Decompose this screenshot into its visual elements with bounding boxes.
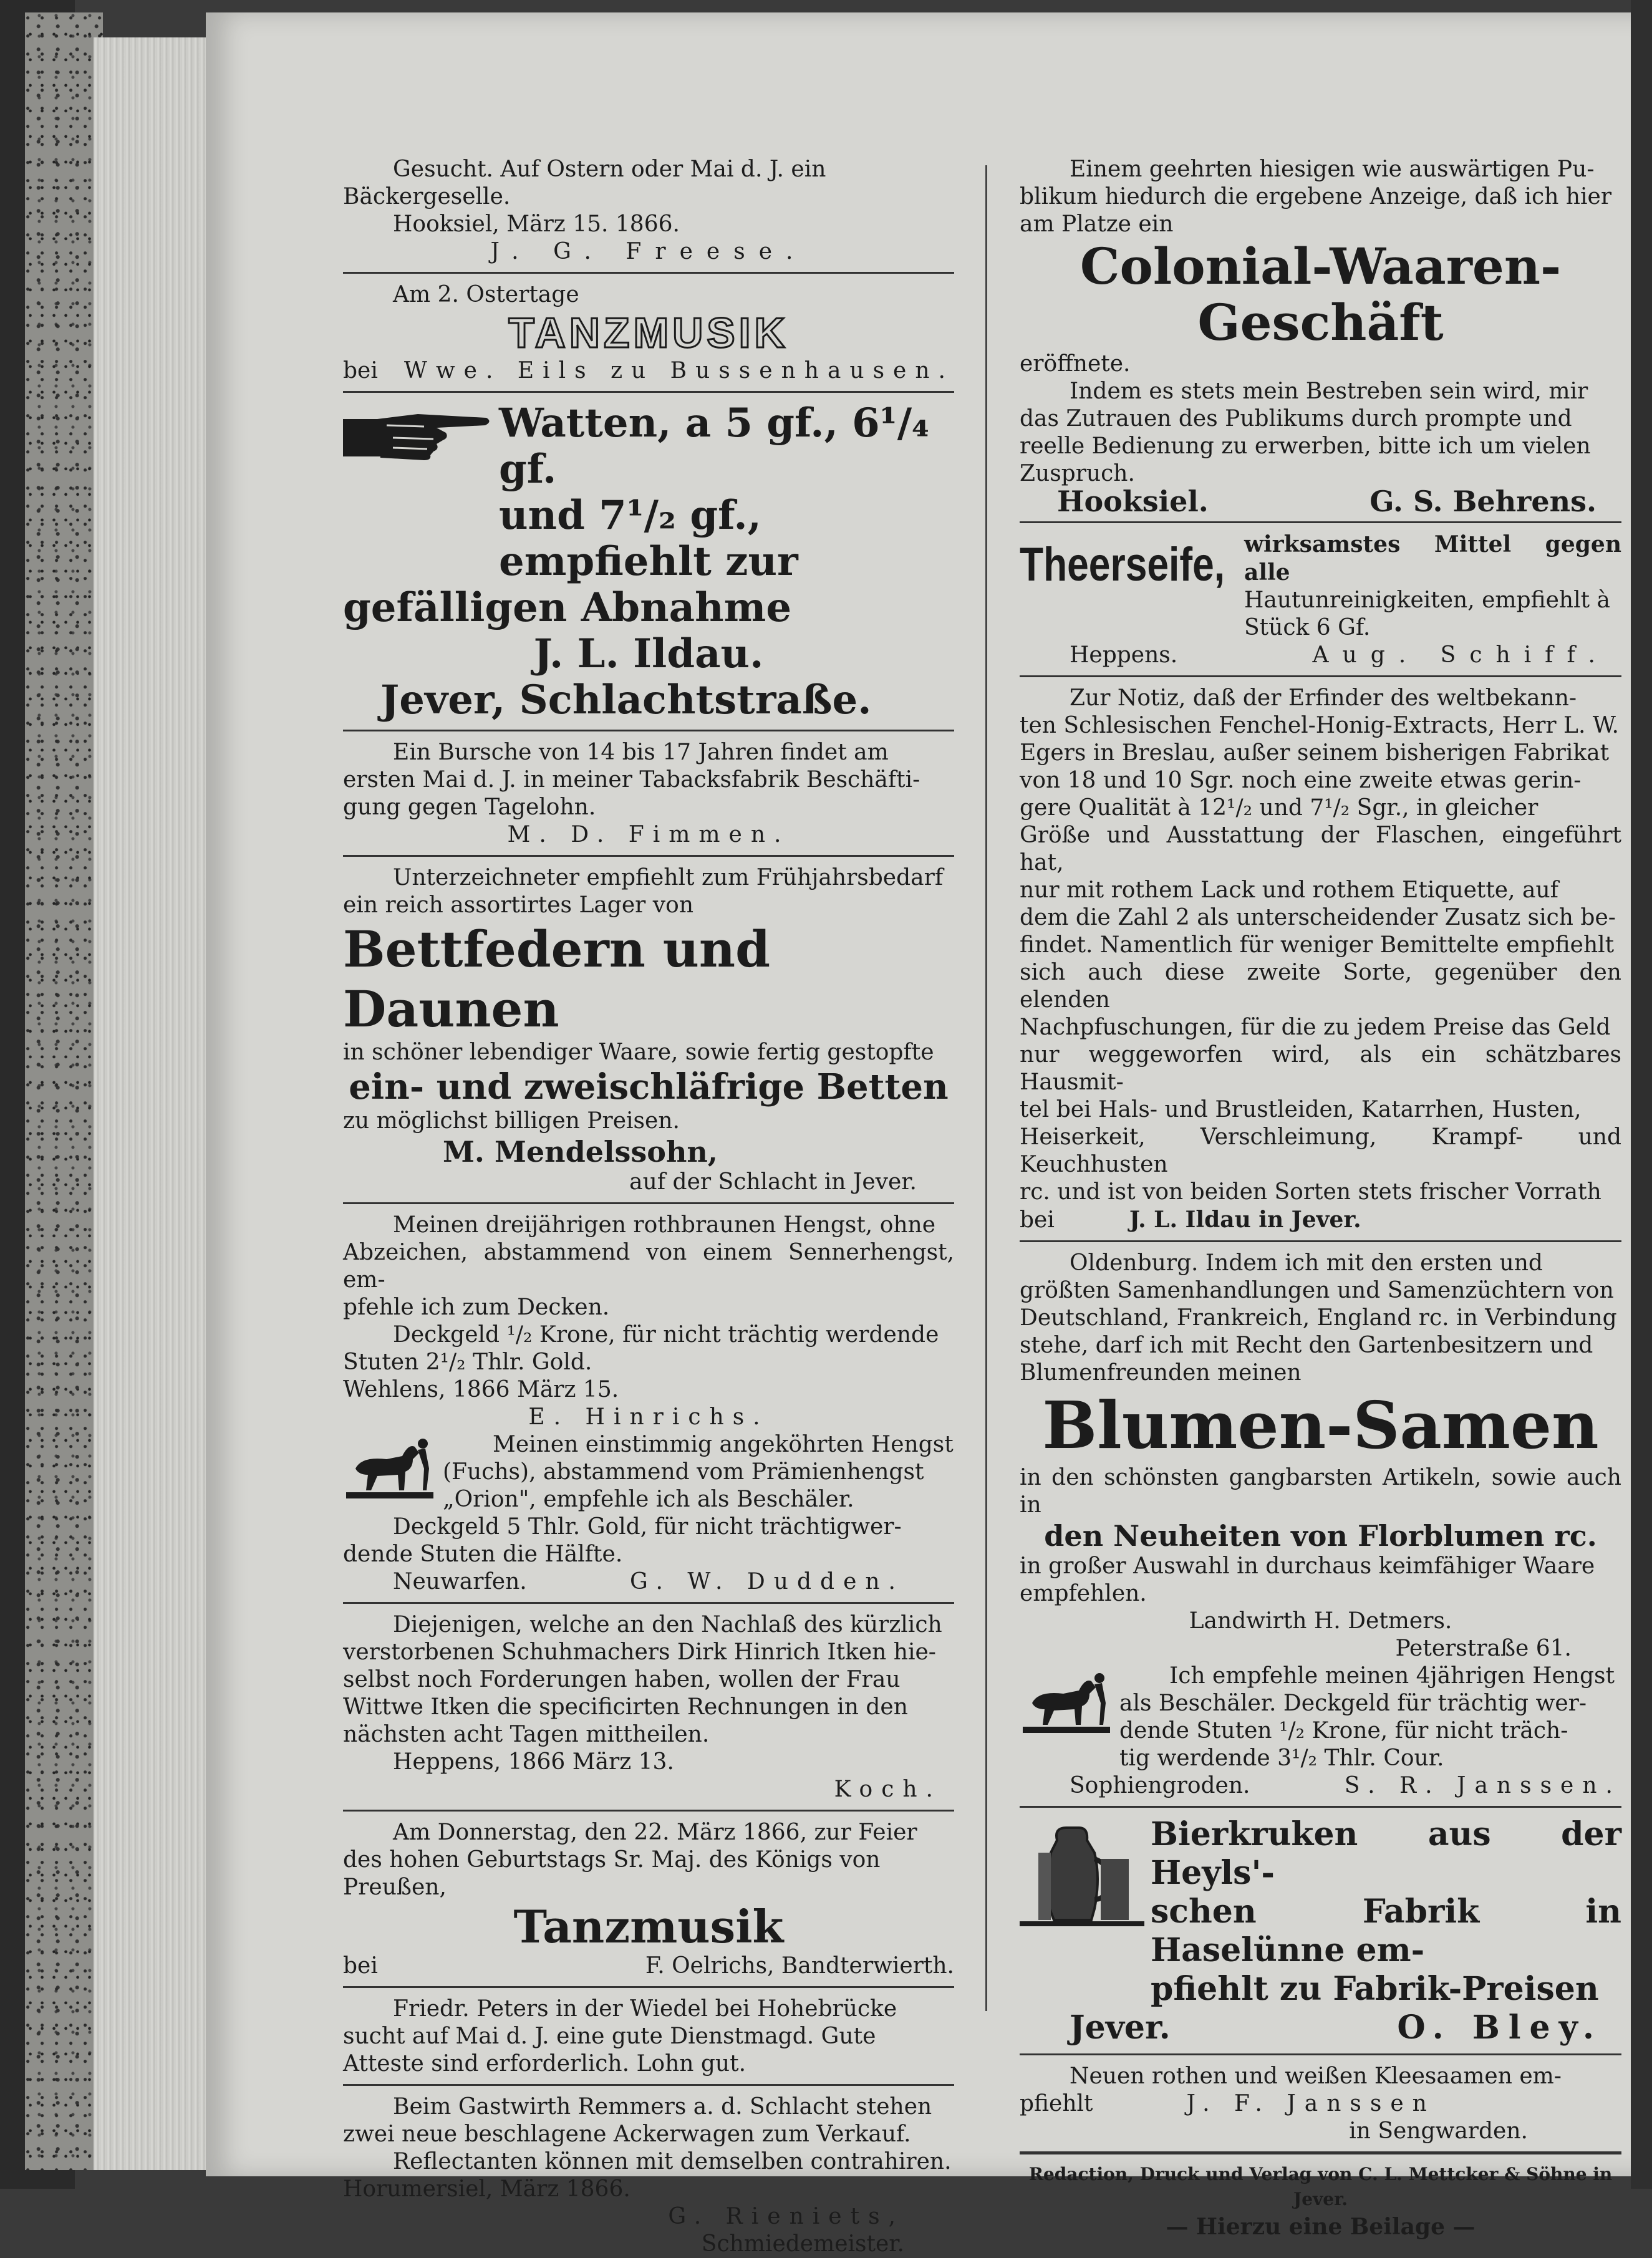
ad-text: bei bbox=[343, 1953, 378, 1979]
ad-text: nur weggeworfen wird, als ein schätzbares Hausmit- bbox=[1020, 1042, 1621, 1095]
ad-text: nur mit rothem Lack und rothem Etiquette, auf bbox=[1020, 877, 1558, 903]
horse-icon bbox=[1020, 1662, 1113, 1744]
ad-signature: J. G. Freese. bbox=[490, 239, 807, 264]
background-dark-right bbox=[1631, 0, 1652, 2189]
ad-text: verstorbenen Schuhmachers Dirk Hinrich Itken hie- bbox=[343, 1639, 936, 1665]
ad-place: auf der Schlacht in Jever. bbox=[629, 1169, 917, 1195]
ad-text: Wittwe Itken die specificirten Rechnungen in den bbox=[343, 1694, 908, 1720]
ad-text: Friedr. Peters in der Wiedel bei Hohebrücke bbox=[393, 1996, 897, 2022]
ad-blumen-samen bbox=[1020, 1250, 1621, 1662]
ad-text: Abzeichen, abstammend von einem Sennerhengst, em- bbox=[343, 1240, 954, 1293]
imprint-separator bbox=[1020, 2151, 1621, 2154]
ad-text: pfiehlt bbox=[1020, 2091, 1093, 2116]
ad-signature: J. L. Ildau. bbox=[533, 630, 764, 677]
ad-signature: G. W. Dudden. bbox=[629, 1569, 904, 1595]
ad-signature: J. F. Janssen bbox=[1186, 2091, 1436, 2116]
ad-text: Ich empfehle meinen 4jährigen Hengst bbox=[1169, 1663, 1615, 1689]
ad-text: Unterzeichneter empfiehlt zum Frühjahrsbedarf bbox=[393, 865, 944, 890]
ad-text: Bäckergeselle. bbox=[343, 184, 511, 210]
ad-date: Heppens, 1866 März 13. bbox=[393, 1749, 674, 1775]
ad-separator bbox=[1020, 675, 1621, 677]
ad-signature: J. L. Ildau in Jever. bbox=[1129, 1207, 1361, 1233]
ad-text: Meinen einstimmig angeköhrten Hengst bbox=[493, 1432, 954, 1457]
ad-bursche bbox=[343, 739, 954, 849]
ad-text: in den schönsten gangbarsten Artikeln, sowie auch in bbox=[1020, 1465, 1621, 1518]
ad-text: Stück 6 Gf. bbox=[1244, 615, 1371, 640]
ad-text: sich auch diese zweite Sorte, gegenüber den elenden bbox=[1020, 960, 1621, 1013]
ad-headline: Watten, a 5 gf., 6¹/₄ gf. bbox=[499, 400, 930, 493]
ad-title: Blumen-Samen bbox=[1042, 1387, 1599, 1464]
ad-nachlass bbox=[343, 1611, 954, 1803]
ad-separator bbox=[1020, 521, 1621, 523]
ad-text: nächsten acht Tagen mittheilen. bbox=[343, 1722, 710, 1747]
ad-title: Tanzmusik bbox=[513, 1900, 784, 1953]
ad-title: Colonial-Waaren- bbox=[1080, 237, 1562, 296]
ad-kleesaamen bbox=[1020, 2063, 1621, 2145]
ad-text: Deckgeld ¹/₂ Krone, für nicht trächtig werdende bbox=[393, 1322, 939, 1348]
ad-separator bbox=[343, 855, 954, 857]
ad-separator bbox=[343, 1986, 954, 1988]
right-column bbox=[1020, 156, 1621, 2242]
ad-text: Größe und Ausstattung der Flaschen, eingeführt hat, bbox=[1020, 823, 1621, 876]
ad-text: ten Schlesischen Fenchel-Honig-Extracts, Herr L. W. bbox=[1020, 713, 1619, 738]
ad-signature: O. Bley. bbox=[1397, 2009, 1603, 2047]
ad-text: Diejenigen, welche an den Nachlaß des kürzlich bbox=[393, 1612, 942, 1638]
ad-title: Geschäft bbox=[1197, 293, 1444, 352]
ad-signature: F. Oelrichs, Bandterwierth. bbox=[645, 1953, 954, 1979]
ad-text: stehe, darf ich mit Recht den Gartenbesitzern und bbox=[1020, 1333, 1593, 1358]
imprint-supplement-note: — Hierzu eine Beilage — bbox=[1166, 2214, 1476, 2240]
ad-separator bbox=[1020, 2053, 1621, 2055]
ad-headline: gefälligen Abnahme bbox=[343, 584, 792, 631]
ad-text: Indem es stets mein Bestreben sein wird, mir bbox=[1070, 379, 1588, 404]
ad-signature-title: Schmiedemeister. bbox=[701, 2231, 904, 2257]
ad-colonial-waaren bbox=[1020, 156, 1621, 518]
ad-text: als Beschäler. Deckgeld für trächtig wer- bbox=[1119, 1691, 1587, 1716]
imprint-publisher: Redaction, Druck und Verlag von C. L. Mettcker & Söhne in Jever. bbox=[1028, 2164, 1613, 2209]
ad-text: Heiserkeit, Verschleimung, Krampf- und Keuchhusten bbox=[1020, 1124, 1621, 1177]
ad-text: Neuen rothen und weißen Kleesaamen em- bbox=[1070, 2063, 1562, 2089]
ad-text: Preußen, bbox=[343, 1874, 447, 1900]
ad-text: Meinen dreijährigen rothbraunen Hengst, ohne bbox=[393, 1212, 936, 1238]
ad-text: des hohen Geburtstags Sr. Maj. des Königs von bbox=[343, 1847, 881, 1873]
ad-ackerwagen bbox=[343, 2093, 954, 2258]
ad-text: ersten Mai d. J. in meiner Tabacksfabrik Beschäfti- bbox=[343, 767, 920, 793]
ad-theerseife bbox=[1020, 531, 1621, 669]
ad-text: Zur Notiz, daß der Erfinder des weltbekann- bbox=[1070, 685, 1577, 711]
ad-signature: S. R. Janssen. bbox=[1344, 1773, 1621, 1798]
ad-title: Bettfedern und Daunen bbox=[343, 920, 770, 1038]
ad-watten bbox=[343, 400, 954, 723]
ad-separator bbox=[343, 272, 954, 274]
ad-text: Gesucht. Auf Ostern oder Mai d. J. ein bbox=[393, 157, 826, 182]
ad-signature: Aug. Schiff. bbox=[1312, 642, 1609, 668]
ad-date: Wehlens, 1866 März 15. bbox=[343, 1377, 619, 1402]
ad-signature: Koch. bbox=[834, 1777, 942, 1802]
ad-place: in Sengwarden. bbox=[1349, 2118, 1528, 2144]
ad-text: Hautunreinigkeiten, empfiehlt à bbox=[1244, 587, 1611, 613]
ad-separator bbox=[343, 1602, 954, 1604]
ad-text: Reflectanten können mit demselben contrahiren. bbox=[393, 2149, 952, 2174]
ad-title: Theerseife, bbox=[1020, 538, 1225, 591]
ad-signature: E. Hinrichs. bbox=[528, 1404, 769, 1430]
ad-headline: ein- und zweischläfrige Betten bbox=[349, 1066, 949, 1107]
ad-text: dem die Zahl 2 als unterscheidender Zusatz sich be- bbox=[1020, 905, 1616, 930]
ad-text: Beim Gastwirth Remmers a. d. Schlacht stehen bbox=[393, 2094, 932, 2120]
ad-text: Nachpfuschungen, für die zu jedem Preise das Geld bbox=[1020, 1015, 1611, 1040]
ad-place: Jever, Schlachtstraße. bbox=[380, 677, 872, 723]
ad-title: TANZMUSIK bbox=[508, 309, 789, 357]
ad-hengst-hinrichs bbox=[343, 1212, 954, 1431]
ad-text: Am 2. Ostertage bbox=[393, 282, 579, 307]
ad-text: Oldenburg. Indem ich mit den ersten und bbox=[1070, 1250, 1543, 1276]
ad-text: von 18 und 10 Sgr. noch eine zweite etwas gerin- bbox=[1020, 768, 1582, 793]
stoneware-jug-icon bbox=[1020, 1815, 1144, 1934]
ad-text: zwei neue beschlagene Ackerwagen zum Verkauf. bbox=[343, 2121, 911, 2147]
ad-text: findet. Namentlich für weniger Bemittelte empfiehlt bbox=[1020, 932, 1615, 958]
ad-headline: den Neuheiten von Florblumen rc. bbox=[1044, 1519, 1597, 1553]
ad-text: „Orion", empfehle ich als Beschäler. bbox=[443, 1487, 854, 1512]
ad-text: rc. und ist von beiden Sorten stets frischer Vorrath bbox=[1020, 1179, 1601, 1205]
ad-text: tig werdende 3¹/₂ Thlr. Cour. bbox=[1119, 1745, 1444, 1771]
ad-place: Neuwarfen. bbox=[393, 1569, 527, 1595]
ad-text: empfehlen. bbox=[1020, 1581, 1147, 1606]
ad-text: größten Samenhandlungen und Samenzüchtern von bbox=[1020, 1278, 1614, 1303]
ad-text: dende Stuten ¹/₂ Krone, für nicht träch- bbox=[1119, 1718, 1568, 1744]
ad-signature: Wwe. Eils zu Bussenhausen. bbox=[403, 358, 954, 384]
ad-text: Ein Bursche von 14 bis 17 Jahren findet am bbox=[393, 740, 889, 765]
ad-dienstmagd bbox=[343, 1995, 954, 2078]
ad-text: Deckgeld 5 Thlr. Gold, für nicht trächtigwer- bbox=[393, 1514, 902, 1540]
ad-text: blikum hiedurch die ergebene Anzeige, daß ich hier bbox=[1020, 184, 1612, 210]
ad-separator bbox=[1020, 1240, 1621, 1242]
ad-place: Peterstraße 61. bbox=[1395, 1636, 1572, 1661]
ad-text: (Fuchs), abstammend vom Prämienhengst bbox=[443, 1459, 924, 1485]
ad-text: gung gegen Tagelohn. bbox=[343, 794, 596, 820]
ad-text: bei bbox=[343, 358, 378, 384]
ad-place: Sophiengroden. bbox=[1070, 1773, 1250, 1798]
ad-signature: G. S. Behrens. bbox=[1369, 485, 1596, 518]
horse-icon bbox=[343, 1431, 437, 1506]
book-page-stack bbox=[94, 37, 218, 2170]
ad-text: wirksamstes Mittel gegen alle bbox=[1244, 531, 1621, 586]
ad-text: selbst noch Forderungen haben, wollen der Frau bbox=[343, 1667, 901, 1692]
ad-place: Heppens. bbox=[1070, 642, 1178, 668]
ad-text: Am Donnerstag, den 22. März 1866, zur Feier bbox=[393, 1820, 917, 1845]
column-divider bbox=[985, 165, 987, 2011]
ad-signature: M. D. Fimmen. bbox=[507, 822, 790, 847]
ad-text: am Platze ein bbox=[1020, 211, 1174, 237]
ad-separator bbox=[343, 2084, 954, 2086]
ad-text: ein reich assortirtes Lager von bbox=[343, 892, 694, 918]
ad-text: reelle Bedienung zu erwerben, bitte ich um vielen bbox=[1020, 433, 1591, 459]
ad-text: Stuten 2¹/₂ Thlr. Gold. bbox=[343, 1349, 592, 1375]
imprint bbox=[1020, 2162, 1621, 2242]
pointing-hand-icon bbox=[343, 400, 493, 469]
ad-text: Atteste sind erforderlich. Lohn gut. bbox=[343, 2051, 746, 2077]
ad-text: tel bei Hals- und Brustleiden, Katarrhen, Husten, bbox=[1020, 1097, 1582, 1122]
ad-date: Horumersiel, März 1866. bbox=[343, 2176, 630, 2202]
ad-separator bbox=[343, 1202, 954, 1204]
ad-text: in großer Auswahl in durchaus keimfähiger Waare bbox=[1020, 1553, 1595, 1579]
ad-date: Hooksiel, März 15. 1866. bbox=[393, 211, 680, 237]
ad-text: sucht auf Mai d. J. eine gute Dienstmagd. Gute bbox=[343, 2024, 876, 2049]
book-marbled-edge bbox=[25, 12, 103, 2170]
ad-text: in schöner lebendiger Waare, sowie fertig gestopfte bbox=[343, 1040, 934, 1065]
ad-signature: M. Mendelssohn, bbox=[443, 1135, 718, 1169]
ad-separator bbox=[343, 730, 954, 731]
ad-text: Blumenfreunden meinen bbox=[1020, 1360, 1302, 1386]
ad-signature: G. Rieniets, bbox=[668, 2204, 904, 2229]
ad-text: Deutschland, Frankreich, England rc. in Verbindung bbox=[1020, 1305, 1617, 1331]
ad-text: Einem geehrten hiesigen wie auswärtigen Pu- bbox=[1070, 157, 1595, 182]
ad-tanzmusik-koenig bbox=[343, 1819, 954, 1980]
ad-text: zu möglichst billigen Preisen. bbox=[343, 1108, 680, 1134]
ad-bettfedern bbox=[343, 864, 954, 1196]
ad-separator bbox=[343, 1810, 954, 1812]
ad-text: Egers in Breslau, außer seinem bisherigen Fabrikat bbox=[1020, 740, 1610, 766]
ad-separator bbox=[343, 391, 954, 393]
ad-fenchel-honig bbox=[1020, 685, 1621, 1234]
ad-hengst-dudden bbox=[343, 1431, 954, 1596]
ad-text: pfehle ich zum Decken. bbox=[343, 1295, 610, 1320]
ad-separator bbox=[1020, 1806, 1621, 1808]
ad-bierkruken bbox=[1020, 1815, 1621, 2047]
ad-signature: Landwirth H. Detmers. bbox=[1189, 1608, 1452, 1634]
ad-gesucht bbox=[343, 156, 954, 266]
ad-text: bei bbox=[1020, 1207, 1055, 1233]
ad-tanzmusik-ostertage bbox=[343, 281, 954, 385]
ad-text: dende Stuten die Hälfte. bbox=[343, 1542, 623, 1567]
ad-headline: pfiehlt zu Fabrik-Preisen bbox=[1151, 1970, 1599, 2008]
left-column bbox=[343, 156, 954, 2258]
ad-place: Jever. bbox=[1070, 2009, 1171, 2047]
ad-hengst-janssen bbox=[1020, 1662, 1621, 1800]
ad-text: gere Qualität à 12¹/₂ und 7¹/₂ Sgr., in gleicher bbox=[1020, 795, 1538, 821]
ad-text: Zuspruch. bbox=[1020, 461, 1135, 486]
ad-text: eröffnete. bbox=[1020, 351, 1131, 377]
ad-headline: und 7¹/₂ gf., empfiehlt zur bbox=[499, 492, 798, 585]
ad-place: Hooksiel. bbox=[1057, 485, 1209, 518]
ad-headline: Bierkruken aus der Heyls'- bbox=[1151, 1815, 1621, 1892]
ad-headline: schen Fabrik in Haselünne em- bbox=[1151, 1893, 1621, 1969]
ad-text: das Zutrauen des Publikums durch prompte und bbox=[1020, 406, 1572, 432]
